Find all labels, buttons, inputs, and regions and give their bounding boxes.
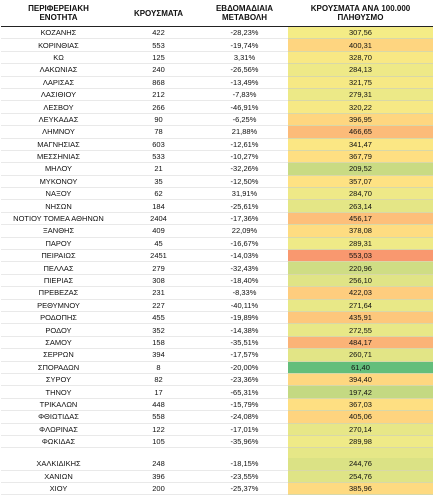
table-row <box>1 51 433 63</box>
table-row <box>1 373 433 385</box>
rate-cell: 272,55 <box>288 324 433 336</box>
region-cell: ΧΙΟΥ <box>1 483 116 495</box>
change-cell: -19,74% <box>201 39 288 51</box>
cases-cell: 448 <box>116 398 201 410</box>
change-cell: -18,15% <box>201 458 288 470</box>
rate-cell: 320,22 <box>288 101 433 113</box>
region-cell: ΧΑΝΙΩΝ <box>1 470 116 482</box>
table-row <box>1 101 433 113</box>
region-cell: ΣΥΡΟΥ <box>1 373 116 385</box>
region-cell: ΠΕΙΡΑΙΩΣ <box>1 250 116 262</box>
table-row <box>1 64 433 76</box>
rate-cell: 328,70 <box>288 51 433 63</box>
change-cell: -8,33% <box>201 287 288 299</box>
change-cell: -35,96% <box>201 435 288 447</box>
header-cases <box>116 0 201 27</box>
cases-cell: 603 <box>116 138 201 150</box>
region-cell: ΠΙΕΡΙΑΣ <box>1 274 116 286</box>
cases-cell: 105 <box>116 435 201 447</box>
rate-cell: 341,47 <box>288 138 433 150</box>
cases-cell: 352 <box>116 324 201 336</box>
region-cell: ΝΑΞΟΥ <box>1 188 116 200</box>
table-row <box>1 398 433 410</box>
cases-cell: 125 <box>116 51 201 63</box>
table-row <box>1 435 433 447</box>
region-cell: ΝΟΤΙΟΥ ΤΟΜΕΑ ΑΘΗΝΩΝ <box>1 212 116 224</box>
region-cell: ΛΑΡΙΣΑΣ <box>1 76 116 88</box>
cases-cell: 394 <box>116 349 201 361</box>
table-row <box>1 274 433 286</box>
header-region-line1: ΠΕΡΙΦΕΡΕΙΑΚΗ <box>28 4 89 13</box>
cases-cell: 409 <box>116 225 201 237</box>
table-row <box>1 188 433 200</box>
table-body <box>1 27 433 495</box>
rate-cell: 357,07 <box>288 175 433 187</box>
rate-cell: 289,31 <box>288 237 433 249</box>
table-row <box>1 225 433 237</box>
rate-cell: 270,14 <box>288 423 433 435</box>
rate-cell: 396,95 <box>288 113 433 125</box>
header-cases-label: ΚΡΟΥΣΜΑΤΑ <box>133 8 184 18</box>
table-row <box>1 349 433 361</box>
table-row <box>1 76 433 88</box>
region-cell: ΛΑΚΩΝΙΑΣ <box>1 64 116 76</box>
change-cell: -17,57% <box>201 349 288 361</box>
header-row <box>1 0 433 27</box>
region-cell: ΛΕΣΒΟΥ <box>1 101 116 113</box>
change-cell <box>201 448 288 459</box>
cases-cell: 266 <box>116 101 201 113</box>
change-cell: -17,01% <box>201 423 288 435</box>
rate-cell: 263,14 <box>288 200 433 212</box>
rate-cell: 400,31 <box>288 39 433 51</box>
region-cell: ΤΗΝΟΥ <box>1 386 116 398</box>
rate-cell: 220,96 <box>288 262 433 274</box>
table-row <box>1 470 433 482</box>
table-row <box>1 138 433 150</box>
table-row <box>1 423 433 435</box>
change-cell: -40,11% <box>201 299 288 311</box>
cases-cell: 200 <box>116 483 201 495</box>
region-cell: ΦΘΙΩΤΙΔΑΣ <box>1 411 116 423</box>
change-cell: -7,83% <box>201 88 288 100</box>
rate-cell: 422,03 <box>288 287 433 299</box>
rate-cell: 209,52 <box>288 163 433 175</box>
rate-cell: 378,08 <box>288 225 433 237</box>
change-cell: -32,26% <box>201 163 288 175</box>
rate-cell: 484,17 <box>288 336 433 348</box>
change-cell: -20,00% <box>201 361 288 373</box>
cases-cell: 82 <box>116 373 201 385</box>
table-row <box>1 39 433 51</box>
region-cell: ΜΥΚΟΝΟΥ <box>1 175 116 187</box>
rate-cell: 553,03 <box>288 250 433 262</box>
header-region <box>1 0 116 27</box>
cases-cell: 2404 <box>116 212 201 224</box>
table-row <box>1 458 433 470</box>
rate-cell: 197,42 <box>288 386 433 398</box>
table-row <box>1 287 433 299</box>
table-row <box>1 262 433 274</box>
change-cell: -12,50% <box>201 175 288 187</box>
table-row <box>1 299 433 311</box>
region-cell: ΜΑΓΝΗΣΙΑΣ <box>1 138 116 150</box>
cases-cell: 868 <box>116 76 201 88</box>
cases-cell: 558 <box>116 411 201 423</box>
rate-cell: 260,71 <box>288 349 433 361</box>
rate-cell: 61,40 <box>288 361 433 373</box>
table-row <box>1 311 433 323</box>
rate-cell: 244,76 <box>288 458 433 470</box>
cases-cell: 35 <box>116 175 201 187</box>
region-cell: ΛΗΜΝΟΥ <box>1 126 116 138</box>
change-cell: 22,09% <box>201 225 288 237</box>
cases-cell: 90 <box>116 113 201 125</box>
cases-cell: 212 <box>116 88 201 100</box>
change-cell: -32,43% <box>201 262 288 274</box>
cases-cell: 248 <box>116 458 201 470</box>
region-cell: ΧΑΛΚΙΔΙΚΗΣ <box>1 458 116 470</box>
change-cell: -15,79% <box>201 398 288 410</box>
table-row <box>1 411 433 423</box>
region-cell: ΣΑΜΟΥ <box>1 336 116 348</box>
region-cell: ΦΩΚΙΔΑΣ <box>1 435 116 447</box>
region-cell: ΚΟΖΑΝΗΣ <box>1 27 116 39</box>
rate-cell: 307,56 <box>288 27 433 39</box>
table-row <box>1 237 433 249</box>
region-cell: ΡΕΘΥΜΝΟΥ <box>1 299 116 311</box>
change-cell: 21,88% <box>201 126 288 138</box>
header-change-line1: ΕΒΔΟΜΑΔΙΑΙΑ <box>215 4 274 13</box>
rate-cell <box>288 448 433 459</box>
cases-cell: 240 <box>116 64 201 76</box>
table-row <box>1 336 433 348</box>
rate-cell: 284,70 <box>288 188 433 200</box>
table-row <box>1 361 433 373</box>
region-cell: ΚΟΡΙΝΘΙΑΣ <box>1 39 116 51</box>
rate-cell: 254,76 <box>288 470 433 482</box>
change-cell: -17,36% <box>201 212 288 224</box>
change-cell: -28,23% <box>201 27 288 39</box>
region-cell: ΛΑΣΙΘΙΟΥ <box>1 88 116 100</box>
rate-cell: 321,75 <box>288 76 433 88</box>
cases-cell: 553 <box>116 39 201 51</box>
cases-cell: 279 <box>116 262 201 274</box>
change-cell: -26,56% <box>201 64 288 76</box>
cases-cell: 227 <box>116 299 201 311</box>
change-cell: -10,27% <box>201 150 288 162</box>
cases-cell: 2451 <box>116 250 201 262</box>
change-cell: -46,91% <box>201 101 288 113</box>
region-cell: ΞΑΝΘΗΣ <box>1 225 116 237</box>
table-row <box>1 212 433 224</box>
region-cell: ΠΕΛΛΑΣ <box>1 262 116 274</box>
region-cell: ΝΗΣΩΝ <box>1 200 116 212</box>
cases-cell: 308 <box>116 274 201 286</box>
change-cell: -13,49% <box>201 76 288 88</box>
change-cell: -25,37% <box>201 483 288 495</box>
cases-cell: 533 <box>116 150 201 162</box>
rate-cell: 385,96 <box>288 483 433 495</box>
region-cell: ΠΡΕΒΕΖΑΣ <box>1 287 116 299</box>
table-row <box>1 126 433 138</box>
rate-cell: 367,03 <box>288 398 433 410</box>
rate-cell: 435,91 <box>288 311 433 323</box>
region-cell: ΣΕΡΡΩΝ <box>1 349 116 361</box>
region-cell: ΤΡΙΚΑΛΩΝ <box>1 398 116 410</box>
table-row <box>1 88 433 100</box>
header-region-line2: ΕΝΟΤΗΤΑ <box>39 13 78 22</box>
region-cell: ΡΟΔΟΥ <box>1 324 116 336</box>
header-rate-line2: ΠΛΗΘΥΣΜΟ <box>337 13 384 22</box>
header-rate-line1: ΚΡΟΥΣΜΑΤΑ ΑΝΑ 100.000 <box>310 4 411 13</box>
cases-cell: 8 <box>116 361 201 373</box>
change-cell: -25,61% <box>201 200 288 212</box>
change-cell: -23,36% <box>201 373 288 385</box>
change-cell: -14,38% <box>201 324 288 336</box>
region-cell: ΣΠΟΡΑΔΩΝ <box>1 361 116 373</box>
table-row <box>1 448 433 459</box>
region-cell: ΠΑΡΟΥ <box>1 237 116 249</box>
region-cell: ΡΟΔΟΠΗΣ <box>1 311 116 323</box>
region-cell: ΜΕΣΣΗΝΙΑΣ <box>1 150 116 162</box>
rate-cell: 466,65 <box>288 126 433 138</box>
rate-cell: 405,06 <box>288 411 433 423</box>
cases-cell: 396 <box>116 470 201 482</box>
rate-cell: 367,79 <box>288 150 433 162</box>
cases-cell: 45 <box>116 237 201 249</box>
rate-cell: 456,17 <box>288 212 433 224</box>
cases-cell: 21 <box>116 163 201 175</box>
header-change <box>201 0 288 27</box>
table-row <box>1 324 433 336</box>
rate-cell: 271,64 <box>288 299 433 311</box>
table-row <box>1 113 433 125</box>
table-row <box>1 27 433 39</box>
region-cell: ΛΕΥΚΑΔΑΣ <box>1 113 116 125</box>
change-cell: -14,03% <box>201 250 288 262</box>
table-row <box>1 175 433 187</box>
cases-cell: 184 <box>116 200 201 212</box>
rate-cell: 394,40 <box>288 373 433 385</box>
change-cell: -19,89% <box>201 311 288 323</box>
rate-cell: 256,10 <box>288 274 433 286</box>
cases-cell: 78 <box>116 126 201 138</box>
rate-cell: 284,13 <box>288 64 433 76</box>
change-cell: 31,91% <box>201 188 288 200</box>
cases-cell: 62 <box>116 188 201 200</box>
cases-cell: 158 <box>116 336 201 348</box>
header-change-line2: ΜΕΤΑΒΟΛΗ <box>222 13 267 22</box>
table-row <box>1 150 433 162</box>
cases-cell: 455 <box>116 311 201 323</box>
rate-cell: 289,98 <box>288 435 433 447</box>
cases-cell: 231 <box>116 287 201 299</box>
change-cell: -16,67% <box>201 237 288 249</box>
change-cell: -6,25% <box>201 113 288 125</box>
table-row <box>1 250 433 262</box>
header-rate <box>288 0 433 27</box>
table-row <box>1 386 433 398</box>
table-row <box>1 163 433 175</box>
change-cell: -18,40% <box>201 274 288 286</box>
region-cell: ΚΩ <box>1 51 116 63</box>
rate-cell: 279,31 <box>288 88 433 100</box>
table-row <box>1 200 433 212</box>
change-cell: -12,61% <box>201 138 288 150</box>
region-cell: ΜΗΛΟΥ <box>1 163 116 175</box>
change-cell: -23,55% <box>201 470 288 482</box>
change-cell: -24,08% <box>201 411 288 423</box>
region-cell: ΦΛΩΡΙΝΑΣ <box>1 423 116 435</box>
cases-cell: 422 <box>116 27 201 39</box>
region-cell <box>1 448 116 459</box>
cases-table <box>1 0 433 495</box>
change-cell: -35,51% <box>201 336 288 348</box>
change-cell: 3,31% <box>201 51 288 63</box>
cases-cell: 17 <box>116 386 201 398</box>
change-cell: -65,31% <box>201 386 288 398</box>
table-row <box>1 483 433 495</box>
cases-cell <box>116 448 201 459</box>
cases-cell: 122 <box>116 423 201 435</box>
